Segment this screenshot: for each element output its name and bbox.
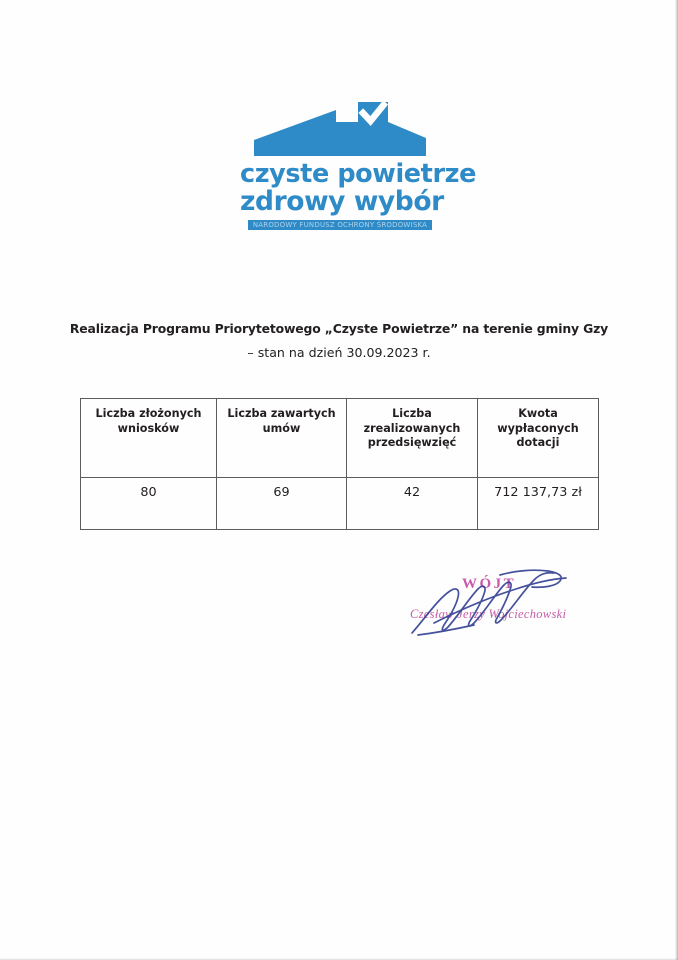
table-header-cell-completed [347, 399, 478, 478]
table-header-label: Liczba złożonych wniosków [95, 407, 202, 435]
page-title [40, 321, 638, 360]
signature-block [404, 563, 594, 643]
stamp-title-wojt: WÓJT [462, 576, 517, 592]
table-header-label: Kwota wypłaconych dotacji [497, 407, 579, 450]
table-row [81, 478, 599, 530]
table-cell-applications: 80 [81, 478, 217, 530]
house-with-checkmark-icon [240, 96, 440, 158]
official-stamp [404, 563, 594, 643]
logo-wordmark [240, 159, 476, 217]
table-cell-amount: 712 137,73 zł [478, 478, 599, 530]
logo-line-1: czyste powietrze [240, 159, 476, 189]
logo-footer-bar-text: NARODOWY FUNDUSZ OCHRONY ŚRODOWISKA [252, 221, 428, 229]
table-header-label: Liczba zawartych umów [227, 407, 336, 435]
page-title-line-1: Realizacja Programu Priorytetowego „Czyste Powietrze” na terenie gminy Gzy [69, 321, 609, 336]
table-cell-completed: 42 [347, 478, 478, 530]
table-header-label: Liczba zrealizowanych przedsięwzięć [363, 407, 461, 450]
table-header-cell-contracts [217, 399, 347, 478]
table-header-cell-applications [81, 399, 217, 478]
stamp-name: Czesław Jerzy Wojciechowski [410, 607, 567, 621]
table-cell-contracts: 69 [217, 478, 347, 530]
logo-line-2: zdrowy wybór [240, 185, 444, 217]
page-title-line-2: – stan na dzień 30.09.2023 r. [247, 345, 431, 360]
table-header-cell-amount [478, 399, 599, 478]
statistics-table-wrapper [80, 398, 598, 530]
statistics-table [80, 398, 599, 530]
logo-footer-bar [248, 220, 432, 230]
czyste-powietrze-logo [240, 96, 476, 230]
table-header-row [81, 399, 599, 478]
